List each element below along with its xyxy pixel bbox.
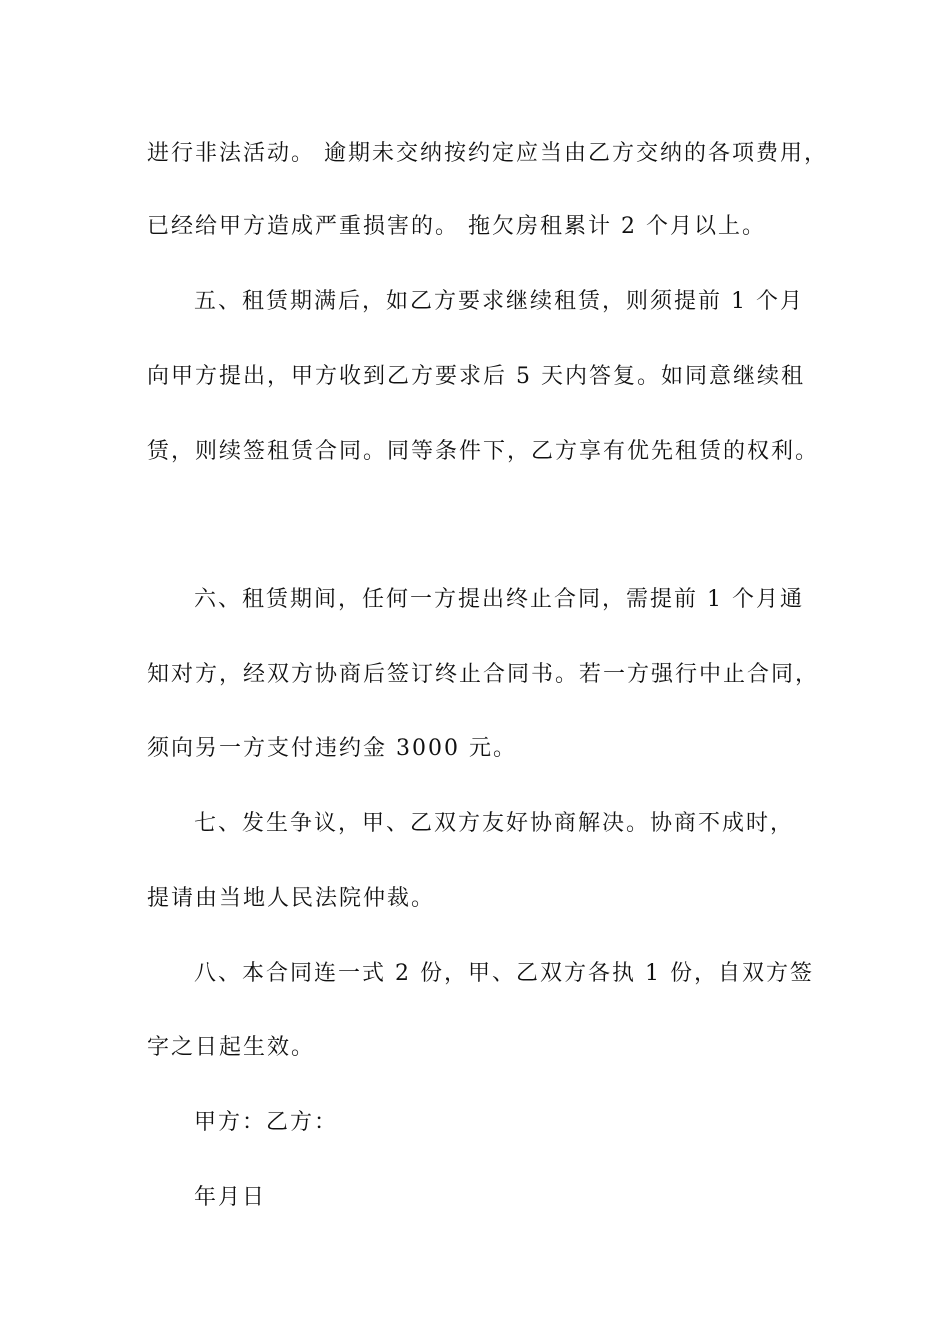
text-line: 进行非法活动。 逾期未交纳按约定应当由乙方交纳的各项费用， [147, 141, 828, 166]
text-line: 赁，则续签租赁合同。同等条件下，乙方享有优先租赁的权利。 [147, 439, 820, 464]
text-line: 提请由当地人民法院仲裁。 [147, 886, 436, 911]
text-line: 已经给甲方造成严重损害的。 拖欠房租累计 2 个月以上。 [147, 214, 766, 239]
clause-5-heading-line: 五、租赁期满后，如乙方要求继续租赁，则须提前 1 个月 [194, 289, 804, 314]
text-line: 向甲方提出，甲方收到乙方要求后 5 天内答复。如同意继续租 [147, 364, 805, 389]
signature-parties: 甲方：乙方： [194, 1110, 339, 1135]
text-line: 字之日起生效。 [147, 1035, 316, 1060]
text-line: 须向另一方支付违约金 3000 元。 [147, 736, 517, 761]
clause-7-heading-line: 七、发生争议，甲、乙双方友好协商解决。协商不成时， [194, 811, 795, 836]
clause-8-heading-line: 八、本合同连一式 2 份，甲、乙双方各执 1 份，自双方签 [194, 961, 814, 986]
signature-date: 年月日 [194, 1185, 267, 1210]
clause-6-heading-line: 六、租赁期间，任何一方提出终止合同，需提前 1 个月通 [194, 587, 804, 612]
text-line: 知对方，经双方协商后签订终止合同书。若一方强行中止合同， [147, 662, 820, 687]
